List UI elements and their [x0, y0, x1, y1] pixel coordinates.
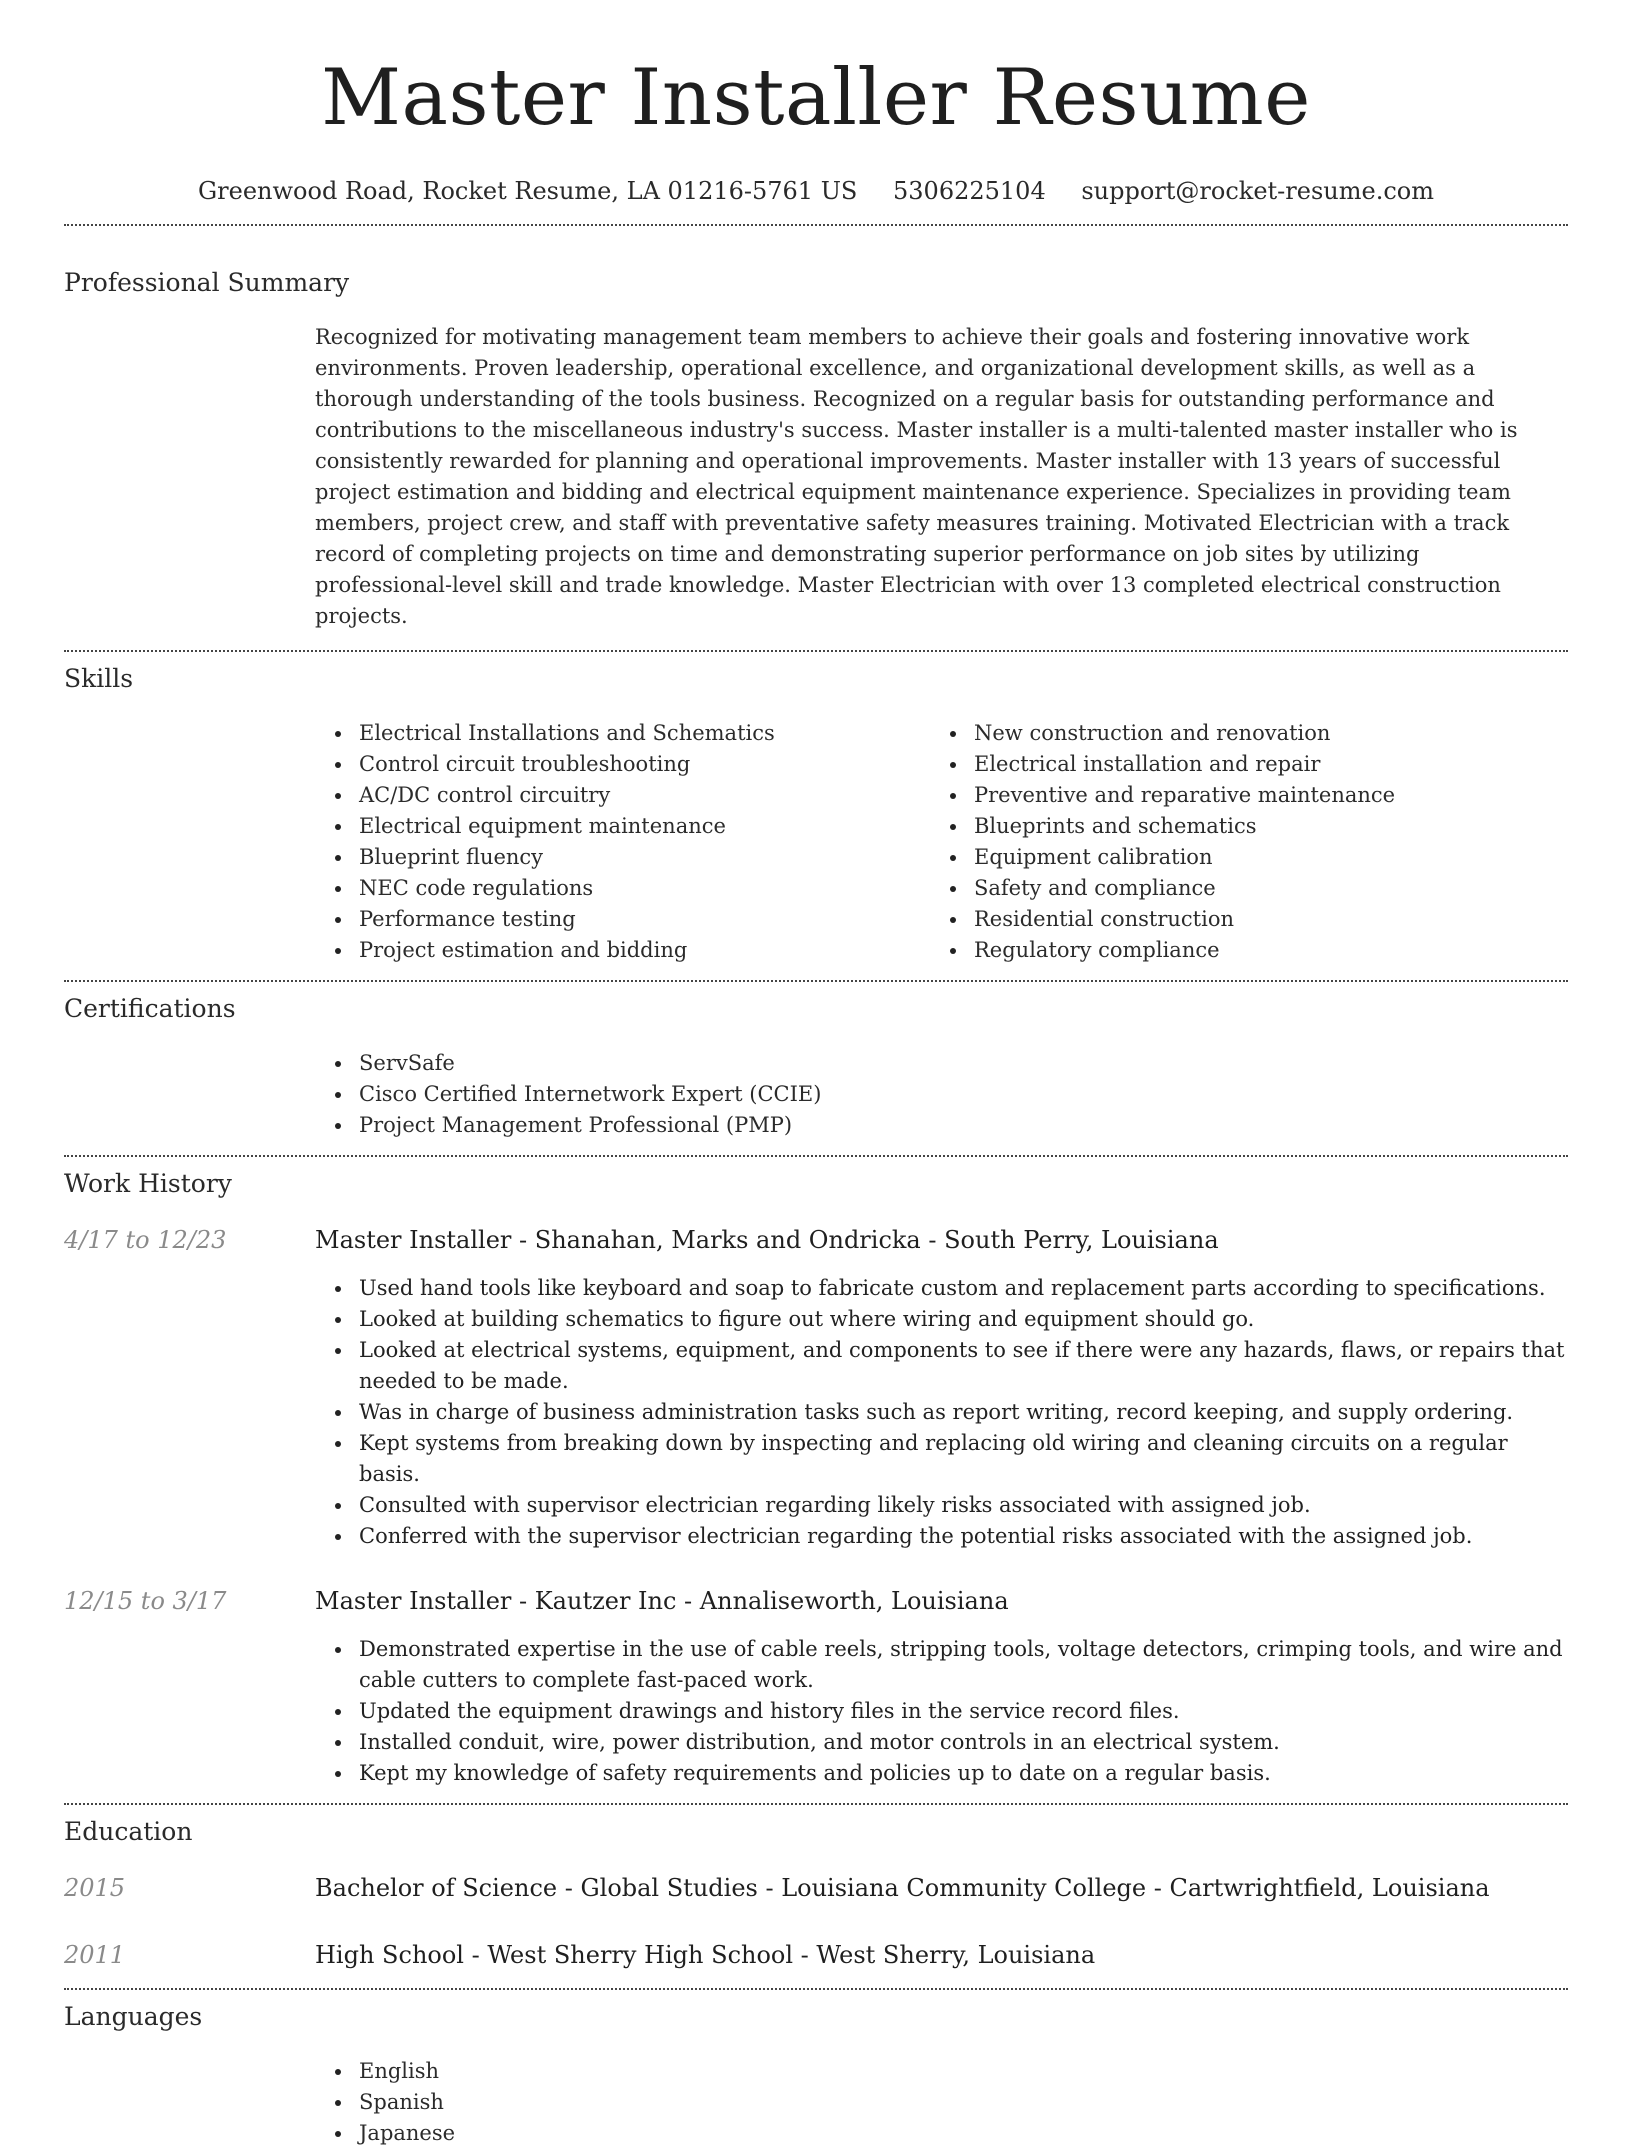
- language-item: English: [359, 2056, 1568, 2087]
- job-bullet: Kept systems from breaking down by inspecting and replacing old wiring and cleaning circuits on a regular basis.: [359, 1428, 1568, 1490]
- certification-item: Project Management Professional (PMP): [359, 1110, 1568, 1141]
- certifications-section: [64, 982, 1568, 1141]
- job-dates: 4/17 to 12/23: [64, 1226, 227, 1254]
- skills-section: [64, 652, 1568, 966]
- resume-title: Master Installer Resume: [321, 53, 1311, 143]
- skill-item: Electrical installation and repair: [974, 749, 1545, 780]
- skill-item: Preventive and reparative maintenance: [974, 780, 1545, 811]
- education-degree: High School - West Sherry High School - West Sherry, Louisiana: [315, 1941, 1096, 1969]
- job-details: [315, 1225, 1568, 1552]
- languages-content: [315, 2056, 1568, 2149]
- skill-item: NEC code regulations: [359, 873, 930, 904]
- job-bullet: Consulted with supervisor electrician regarding likely risks associated with assigned job.: [359, 1490, 1568, 1521]
- job-entry: [64, 1586, 1568, 1789]
- contact-phone: 5306225104: [893, 177, 1046, 205]
- contact-line: [64, 176, 1568, 206]
- skills-grid: [315, 718, 1568, 966]
- certifications-heading: Certifications: [64, 994, 236, 1023]
- certifications-content: [315, 1048, 1568, 1141]
- job-dates: 12/15 to 3/17: [64, 1587, 227, 1615]
- resume-page: [64, 0, 1568, 2149]
- job-details: [315, 1586, 1568, 1789]
- language-item: Japanese: [359, 2118, 1568, 2149]
- summary-heading: Professional Summary: [64, 268, 350, 297]
- languages-section: [64, 1990, 1568, 2149]
- skill-item: New construction and renovation: [974, 718, 1545, 749]
- certification-item: ServSafe: [359, 1048, 1568, 1079]
- work-history-section: [64, 1157, 1568, 1789]
- job-bullet: Installed conduit, wire, power distribution, and motor controls in an electrical system.: [359, 1727, 1568, 1758]
- summary-text: Recognized for motivating management team members to achieve their goals and fostering innovative work environments. Proven leadership, operational excellence, and organizational development skills, as well as a thorough understanding of the tools business. Recognized on a regular basis for outstanding performance and contributions to the miscellaneous industry's success. Master installer is a multi-talented master installer who is consistently rewarded for planning and operational improvements. Master installer with 13 years of successful project estimation and bidding and electrical equipment maintenance experience. Specializes in providing team members, project crew, and staff with preventative safety measures training. Motivated Electrician with a track record of completing projects on time and demonstrating superior performance on job sites by utilizing professional-level skill and trade knowledge. Master Electrician with over 13 completed electrical construction projects.: [315, 325, 1518, 628]
- skills-heading: Skills: [64, 664, 134, 693]
- skill-item: Electrical equipment maintenance: [359, 811, 930, 842]
- education-heading: Education: [64, 1817, 193, 1846]
- skill-item: Equipment calibration: [974, 842, 1545, 873]
- education-degree: Bachelor of Science - Global Studies - Louisiana Community College - Cartwrightfield, Louisiana: [315, 1874, 1490, 1902]
- education-details: [315, 1873, 1568, 1903]
- skill-item: Blueprint fluency: [359, 842, 930, 873]
- skill-item: Electrical Installations and Schematics: [359, 718, 930, 749]
- summary-section: [64, 226, 1568, 632]
- job-bullet: Demonstrated expertise in the use of cable reels, stripping tools, voltage detectors, crimping tools, and wire and cable cutters to complete fast-paced work.: [359, 1634, 1568, 1696]
- job-bullet: Was in charge of business administration tasks such as report writing, record keeping, and supply ordering.: [359, 1397, 1568, 1428]
- education-section: [64, 1805, 1568, 1970]
- contact-email: support@rocket-resume.com: [1081, 177, 1434, 205]
- work-history-heading: Work History: [64, 1169, 232, 1198]
- education-entry: [64, 1873, 1568, 1903]
- contact-address: Greenwood Road, Rocket Resume, LA 01216-5761 US: [198, 177, 858, 205]
- languages-heading: Languages: [64, 2002, 203, 2031]
- job-bullet: Conferred with the supervisor electrician regarding the potential risks associated with the assigned job.: [359, 1521, 1568, 1552]
- job-title: Master Installer - Kautzer Inc - Annaliseworth, Louisiana: [315, 1587, 1009, 1615]
- summary-content: [315, 322, 1568, 632]
- skills-column-right: [930, 718, 1545, 966]
- skill-item: Regulatory compliance: [974, 935, 1545, 966]
- job-bullet: Updated the equipment drawings and history files in the service record files.: [359, 1696, 1568, 1727]
- job-bullet: Looked at electrical systems, equipment, and components to see if there were any hazards, flaws, or repairs that needed to be made.: [359, 1335, 1568, 1397]
- skill-item: Project estimation and bidding: [359, 935, 930, 966]
- skill-item: Control circuit troubleshooting: [359, 749, 930, 780]
- language-item: Spanish: [359, 2087, 1568, 2118]
- job-bullet: Used hand tools like keyboard and soap to fabricate custom and replacement parts according to specifications.: [359, 1273, 1568, 1304]
- skill-item: Blueprints and schematics: [974, 811, 1545, 842]
- certification-item: Cisco Certified Internetwork Expert (CCIE): [359, 1079, 1568, 1110]
- skill-item: AC/DC control circuitry: [359, 780, 930, 811]
- skill-item: Residential construction: [974, 904, 1545, 935]
- education-details: [315, 1940, 1568, 1970]
- skill-item: Performance testing: [359, 904, 930, 935]
- job-bullet: Kept my knowledge of safety requirements and policies up to date on a regular basis.: [359, 1758, 1568, 1789]
- skills-column-left: [315, 718, 930, 966]
- job-entry: [64, 1225, 1568, 1552]
- job-bullet: Looked at building schematics to figure out where wiring and equipment should go.: [359, 1304, 1568, 1335]
- job-title: Master Installer - Shanahan, Marks and Ondricka - South Perry, Louisiana: [315, 1226, 1219, 1254]
- education-entry: [64, 1940, 1568, 1970]
- skill-item: Safety and compliance: [974, 873, 1545, 904]
- education-year: 2011: [64, 1941, 126, 1969]
- education-year: 2015: [64, 1874, 126, 1902]
